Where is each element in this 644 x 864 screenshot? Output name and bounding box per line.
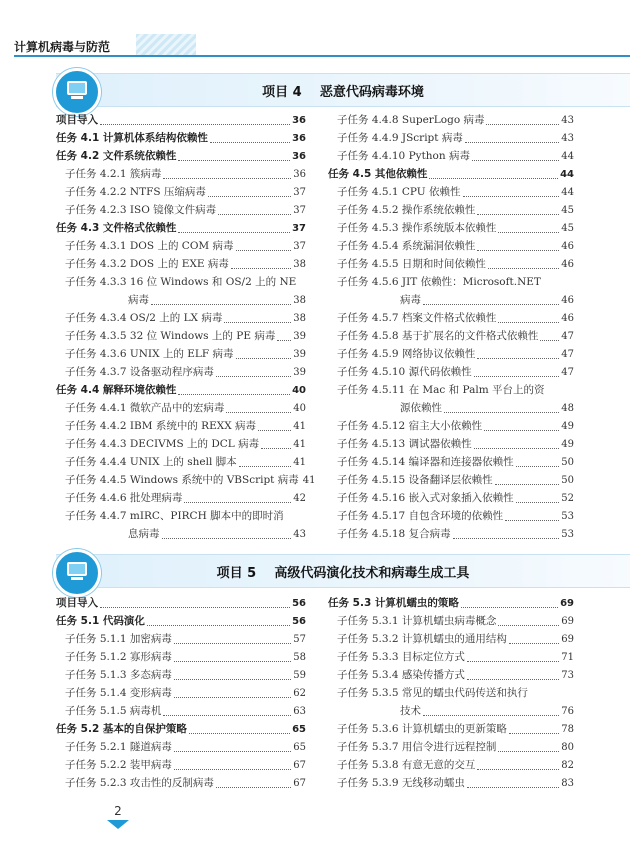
project4-toc-right: [328, 111, 574, 543]
toc-entry[interactable]: [328, 183, 574, 201]
toc-page-number: 50: [561, 475, 574, 486]
toc-leader-dots: [151, 294, 291, 305]
toc-entry[interactable]: [328, 489, 574, 507]
toc-leader-dots: [444, 402, 559, 413]
toc-leader-dots: [163, 705, 291, 716]
toc-page-number: 38: [293, 313, 306, 324]
toc-entry-title: 子任务 4.5.6 JIT 依赖性：Microsoft.NET: [337, 276, 541, 288]
toc-entry-title: 任务 5.1 代码演化: [56, 615, 145, 627]
toc-entry[interactable]: [328, 327, 574, 345]
toc-entry-title: 病毒: [128, 294, 149, 306]
toc-entry-title: 子任务 4.5.3 操作系统版本依赖性: [337, 222, 497, 234]
toc-leader-dots: [509, 723, 559, 734]
toc-leader-dots: [174, 651, 291, 662]
toc-page-number: 39: [293, 367, 306, 378]
toc-page-number: 78: [561, 724, 574, 735]
toc-entry-title: 项目导入: [56, 114, 98, 126]
toc-entry-title: 子任务 4.4.7 mIRC、PIRCH 脚本中的即时消: [65, 510, 284, 522]
toc-entry[interactable]: [56, 471, 316, 489]
toc-entry-title: 子任务 5.1.4 变形病毒: [65, 687, 172, 699]
toc-leader-dots: [216, 366, 291, 377]
toc-entry-title: 子任务 5.1.1 加密病毒: [65, 633, 172, 645]
toc-page-number: 40: [292, 385, 306, 396]
toc-leader-dots: [495, 474, 560, 485]
toc-entry-title: 任务 5.3 计算机蠕虫的策略: [328, 597, 459, 609]
toc-leader-dots: [174, 633, 291, 644]
toc-page-number: 37: [293, 205, 306, 216]
toc-entry[interactable]: [56, 291, 306, 309]
toc-entry[interactable]: [56, 525, 306, 543]
toc-page-number: 59: [293, 670, 306, 681]
toc-leader-dots: [498, 741, 559, 752]
toc-entry[interactable]: [56, 774, 306, 792]
toc-entry[interactable]: [328, 201, 574, 219]
toc-leader-dots: [239, 456, 292, 467]
toc-page-number: 47: [561, 349, 574, 360]
toc-page-number: 65: [293, 742, 306, 753]
toc-entry-title: 子任务 4.4.5 Windows 系统中的 VBScript 病毒: [65, 474, 299, 486]
toc-entry[interactable]: [328, 255, 574, 273]
toc-page-number: 49: [561, 421, 574, 432]
toc-leader-dots: [467, 777, 559, 788]
toc-page-number: 44: [561, 187, 574, 198]
toc-page-number: 45: [561, 205, 574, 216]
toc-page-number: 76: [561, 706, 574, 717]
toc-entry-title: 子任务 5.3.3 目标定位方式: [337, 651, 465, 663]
toc-entry[interactable]: [56, 756, 306, 774]
toc-entry-title: 子任务 4.5.1 CPU 依赖性: [337, 186, 461, 198]
toc-page-number: 52: [561, 493, 574, 504]
toc-entry-title: 子任务 5.3.2 计算机蠕虫的通用结构: [337, 633, 507, 645]
toc-leader-dots: [236, 348, 292, 359]
toc-leader-dots: [100, 114, 290, 125]
toc-entry-title: 子任务 4.4.9 JScript 病毒: [337, 132, 463, 144]
toc-leader-dots: [477, 348, 559, 359]
toc-entry-title: 任务 5.2 基本的自保护策略: [56, 723, 187, 735]
monitor-icon: [53, 68, 101, 116]
project5-title: 项目 5 高级代码演化技术和病毒生成工具: [216, 566, 470, 581]
toc-entry[interactable]: [328, 525, 574, 543]
toc-entry-title: 子任务 4.5.9 网络协议依赖性: [337, 348, 476, 360]
toc-page-number: 39: [293, 331, 306, 342]
toc-page-number: 43: [561, 133, 574, 144]
project4-title: 项目 4 恶意代码病毒环境: [262, 85, 424, 100]
project5-banner: [56, 554, 630, 588]
toc-section-entry[interactable]: [56, 111, 306, 129]
project4-banner: [56, 73, 630, 107]
toc-entry[interactable]: [56, 255, 306, 273]
toc-leader-dots: [484, 420, 559, 431]
toc-entry-title: 子任务 4.4.3 DECIVMS 上的 DCL 病毒: [65, 438, 260, 450]
toc-page-number: 46: [561, 295, 574, 306]
toc-entry-title: 子任务 4.3.6 UNIX 上的 ELF 病毒: [65, 348, 234, 360]
toc-entry[interactable]: [328, 111, 574, 129]
toc-entry[interactable]: [328, 345, 574, 363]
toc-entry-title: 子任务 4.5.18 复合病毒: [337, 528, 451, 540]
toc-page-number: 67: [293, 778, 306, 789]
toc-entry[interactable]: [328, 309, 574, 327]
toc-page-number: 56: [292, 598, 306, 609]
toc-page-number: 58: [293, 652, 306, 663]
toc-page-number: 41: [302, 475, 316, 486]
toc-leader-dots: [189, 723, 290, 734]
toc-leader-dots: [208, 186, 291, 197]
toc-leader-dots: [474, 366, 560, 377]
toc-entry[interactable]: [328, 756, 574, 774]
toc-page-number: 65: [292, 724, 306, 735]
toc-entry[interactable]: [328, 237, 574, 255]
toc-page-number: 69: [561, 616, 574, 627]
toc-entry-title: 子任务 5.3.5 常见的蠕虫代码传送和执行: [337, 687, 528, 699]
toc-leader-dots: [174, 741, 291, 752]
toc-leader-dots: [178, 150, 290, 161]
toc-entry-title: 子任务 4.5.16 嵌入式对象插入依赖性: [337, 492, 514, 504]
toc-entry[interactable]: [56, 684, 306, 702]
toc-leader-dots: [498, 222, 559, 233]
toc-leader-dots: [477, 759, 559, 770]
toc-entry-title: 息病毒: [128, 528, 160, 540]
toc-page-number: 45: [561, 223, 574, 234]
toc-page-number: 46: [561, 259, 574, 270]
toc-leader-dots: [231, 258, 291, 269]
toc-leader-dots: [218, 204, 291, 215]
toc-entry-title: 子任务 4.5.8 基于扩展名的文件格式依赖性: [337, 330, 539, 342]
toc-entry-title: 子任务 4.3.2 DOS 上的 EXE 病毒: [65, 258, 229, 270]
toc-page-number: 56: [292, 616, 306, 627]
toc-page-number: 37: [293, 241, 306, 252]
toc-entry-title: 子任务 4.5.12 宿主大小依赖性: [337, 420, 483, 432]
toc-page-number: 48: [561, 403, 574, 414]
toc-page-number: 53: [561, 511, 574, 522]
toc-page-number: 40: [293, 403, 306, 414]
toc-entry-title: 源依赖性: [400, 402, 442, 414]
toc-entry[interactable]: [328, 684, 574, 702]
toc-page-number: 71: [561, 652, 574, 663]
toc-section-entry[interactable]: [56, 129, 306, 147]
toc-entry-title: 子任务 5.1.2 寡形病毒: [65, 651, 172, 663]
toc-entry-title: 任务 4.1 计算机体系结构依赖性: [56, 132, 208, 144]
toc-leader-dots: [178, 222, 290, 233]
toc-page-number: 46: [561, 313, 574, 324]
toc-leader-dots: [505, 510, 559, 521]
toc-entry[interactable]: [328, 612, 574, 630]
toc-entry-title: 任务 4.3 文件格式依赖性: [56, 222, 177, 234]
toc-page-number: 50: [561, 457, 574, 468]
toc-entry[interactable]: [328, 363, 574, 381]
project4-toc-left: [56, 111, 316, 543]
toc-entry-title: 子任务 4.5.7 档案文件格式依赖性: [337, 312, 497, 324]
toc-entry-title: 子任务 4.4.6 批处理病毒: [65, 492, 183, 504]
toc-entry-title: 子任务 5.3.9 无线移动蠕虫: [337, 777, 465, 789]
toc-page-number: 46: [561, 241, 574, 252]
toc-page-number: 41: [293, 439, 306, 450]
toc-entry[interactable]: [56, 648, 306, 666]
toc-leader-dots: [258, 420, 291, 431]
toc-entry-title: 子任务 4.3.5 32 位 Windows 上的 PE 病毒: [65, 330, 276, 342]
toc-leader-dots: [429, 168, 558, 179]
toc-leader-dots: [509, 633, 559, 644]
toc-section-entry[interactable]: [328, 594, 574, 612]
toc-entry-title: 子任务 4.4.2 IBM 系统中的 REXX 病毒: [65, 420, 257, 432]
toc-entry[interactable]: [56, 738, 306, 756]
project5-toc-left: [56, 594, 306, 792]
toc-leader-dots: [488, 258, 559, 269]
toc-entry[interactable]: [328, 291, 574, 309]
toc-page-number: 36: [293, 169, 306, 180]
toc-entry[interactable]: [328, 702, 574, 720]
toc-entry[interactable]: [56, 345, 306, 363]
toc-page-number: 37: [293, 187, 306, 198]
toc-leader-dots: [236, 240, 292, 251]
toc-entry[interactable]: [56, 666, 306, 684]
toc-leader-dots: [100, 597, 290, 608]
book-title: 计算机病毒与防范: [14, 40, 111, 54]
toc-entry-title: 子任务 5.2.2 装甲病毒: [65, 759, 172, 771]
toc-leader-dots: [477, 204, 559, 215]
toc-entry[interactable]: [56, 435, 306, 453]
toc-leader-dots: [461, 597, 558, 608]
toc-entry-title: 子任务 4.3.1 DOS 上的 COM 病毒: [65, 240, 234, 252]
toc-entry-title: 子任务 4.5.5 日期和时间依赖性: [337, 258, 486, 270]
toc-section-entry[interactable]: [56, 720, 306, 738]
toc-leader-dots: [463, 186, 560, 197]
header-rule: [14, 55, 630, 57]
toc-entry-title: 子任务 4.3.4 OS/2 上的 LX 病毒: [65, 312, 223, 324]
toc-page-number: 63: [293, 706, 306, 717]
toc-entry-title: 子任务 4.3.7 设备驱动程序病毒: [65, 366, 214, 378]
toc-entry-title: 子任务 4.5.10 源代码依赖性: [337, 366, 472, 378]
toc-page-number: 49: [561, 439, 574, 450]
toc-page-number: 41: [293, 421, 306, 432]
toc-entry-title: 病毒: [400, 294, 421, 306]
toc-entry[interactable]: [56, 165, 306, 183]
toc-page-number: 44: [561, 151, 574, 162]
toc-entry-title: 子任务 5.3.7 用信令进行远程控制: [337, 741, 497, 753]
toc-entry[interactable]: [56, 489, 306, 507]
toc-page-number: 62: [293, 688, 306, 699]
toc-page-number: 36: [292, 115, 306, 126]
toc-entry-title: 任务 4.5 其他依赖性: [328, 168, 428, 180]
toc-entry-title: 子任务 4.5.17 自包含环境的依赖性: [337, 510, 504, 522]
toc-entry-title: 子任务 4.4.4 UNIX 上的 shell 脚本: [65, 456, 237, 468]
toc-leader-dots: [261, 438, 291, 449]
toc-section-entry[interactable]: [56, 612, 306, 630]
toc-entry[interactable]: [56, 273, 306, 291]
toc-leader-dots: [162, 528, 292, 539]
toc-entry-title: 子任务 4.2.1 簇病毒: [65, 168, 162, 180]
down-arrow-icon: [107, 820, 129, 829]
header-decoration: [136, 34, 196, 55]
toc-leader-dots: [174, 759, 291, 770]
toc-page-number: 36: [292, 151, 306, 162]
toc-entry-title: 子任务 4.5.14 编译器和连接器依赖性: [337, 456, 514, 468]
toc-page-number: 73: [561, 670, 574, 681]
toc-leader-dots: [178, 384, 290, 395]
toc-entry[interactable]: [328, 630, 574, 648]
toc-entry-title: 子任务 4.3.3 16 位 Windows 和 OS/2 上的 NE: [65, 276, 297, 288]
toc-section-entry[interactable]: [328, 165, 574, 183]
toc-section-entry[interactable]: [56, 147, 306, 165]
toc-entry[interactable]: [328, 381, 574, 399]
toc-entry-title: 子任务 4.4.10 Python 病毒: [337, 150, 470, 162]
toc-entry[interactable]: [56, 183, 306, 201]
toc-entry-title: 子任务 5.1.5 病毒机: [65, 705, 162, 717]
toc-entry-title: 子任务 5.3.4 感染传播方式: [337, 669, 465, 681]
toc-entry[interactable]: [56, 453, 306, 471]
toc-page-number: 82: [561, 760, 574, 771]
toc-entry[interactable]: [56, 237, 306, 255]
toc-leader-dots: [423, 294, 559, 305]
toc-entry[interactable]: [56, 702, 306, 720]
page-number: 2: [114, 804, 122, 818]
toc-section-entry[interactable]: [56, 381, 306, 399]
toc-entry-title: 任务 4.4 解释环境依赖性: [56, 384, 177, 396]
toc-page-number: 53: [561, 529, 574, 540]
toc-entry-title: 子任务 4.5.15 设备翻译层依赖性: [337, 474, 493, 486]
toc-entry[interactable]: [328, 147, 574, 165]
toc-leader-dots: [467, 651, 559, 662]
toc-page-number: 39: [293, 349, 306, 360]
page-header: [0, 0, 644, 66]
toc-entry[interactable]: [328, 720, 574, 738]
toc-entry[interactable]: [56, 507, 306, 525]
toc-leader-dots: [498, 615, 559, 626]
toc-entry[interactable]: [56, 363, 306, 381]
toc-page-number: 47: [561, 367, 574, 378]
toc-leader-dots: [498, 312, 559, 323]
toc-page-number: 69: [561, 634, 574, 645]
toc-entry[interactable]: [328, 129, 574, 147]
toc-leader-dots: [474, 438, 560, 449]
toc-leader-dots: [486, 114, 559, 125]
toc-leader-dots: [174, 669, 291, 680]
toc-page-number: 69: [560, 598, 574, 609]
toc-section-entry[interactable]: [56, 219, 306, 237]
toc-page-number: 41: [293, 457, 306, 468]
toc-leader-dots: [216, 777, 291, 788]
toc-entry[interactable]: [328, 219, 574, 237]
toc-entry-title: 子任务 4.2.2 NTFS 压缩病毒: [65, 186, 206, 198]
toc-leader-dots: [226, 402, 291, 413]
toc-entry[interactable]: [328, 774, 574, 792]
toc-entry[interactable]: [328, 738, 574, 756]
toc-entry[interactable]: [328, 471, 574, 489]
toc-leader-dots: [516, 492, 560, 503]
toc-entry[interactable]: [56, 201, 306, 219]
toc-leader-dots: [210, 132, 290, 143]
toc-entry-title: 子任务 4.5.13 调试器依赖性: [337, 438, 472, 450]
toc-entry-title: 子任务 5.3.1 计算机蠕虫病毒概念: [337, 615, 497, 627]
toc-leader-dots: [224, 312, 291, 323]
toc-leader-dots: [174, 687, 291, 698]
toc-entry-title: 任务 4.2 文件系统依赖性: [56, 150, 177, 162]
toc-entry[interactable]: [56, 630, 306, 648]
toc-page-number: 44: [560, 169, 574, 180]
toc-entry[interactable]: [56, 417, 306, 435]
toc-entry[interactable]: [328, 507, 574, 525]
toc-page-number: 43: [561, 115, 574, 126]
toc-entry[interactable]: [56, 399, 306, 417]
toc-page-number: 38: [293, 259, 306, 270]
toc-page-number: 42: [293, 493, 306, 504]
toc-entry[interactable]: [56, 327, 306, 345]
toc-leader-dots: [277, 330, 291, 341]
toc-page-number: 80: [561, 742, 574, 753]
toc-entry[interactable]: [328, 399, 574, 417]
toc-page-number: 57: [293, 634, 306, 645]
toc-leader-dots: [423, 705, 559, 716]
toc-entry[interactable]: [328, 417, 574, 435]
toc-entry-title: 子任务 5.3.8 有意无意的交互: [337, 759, 476, 771]
toc-entry-title: 子任务 5.2.3 攻击性的反制病毒: [65, 777, 214, 789]
toc-page-number: 67: [293, 760, 306, 771]
toc-entry[interactable]: [328, 648, 574, 666]
toc-entry-title: 技术: [400, 705, 421, 717]
toc-entry-title: 子任务 4.5.11 在 Mac 和 Palm 平台上的资: [337, 384, 545, 396]
toc-entry-title: 子任务 4.4.1 微软产品中的宏病毒: [65, 402, 225, 414]
toc-entry[interactable]: [56, 309, 306, 327]
toc-leader-dots: [147, 615, 290, 626]
toc-entry[interactable]: [328, 435, 574, 453]
toc-leader-dots: [184, 492, 291, 503]
toc-leader-dots: [465, 132, 559, 143]
toc-leader-dots: [516, 456, 560, 467]
toc-leader-dots: [453, 528, 560, 539]
toc-section-entry[interactable]: [56, 594, 306, 612]
toc-entry-title: 子任务 4.5.4 系统漏洞依赖性: [337, 240, 476, 252]
toc-leader-dots: [163, 168, 291, 179]
toc-page-number: 38: [293, 295, 306, 306]
toc-page-number: 43: [293, 529, 306, 540]
monitor-icon: [53, 549, 101, 597]
toc-entry[interactable]: [328, 666, 574, 684]
toc-entry-title: 子任务 5.2.1 隧道病毒: [65, 741, 172, 753]
toc-entry[interactable]: [328, 453, 574, 471]
toc-entry-title: 子任务 4.4.8 SuperLogo 病毒: [337, 114, 485, 126]
toc-entry-title: 子任务 4.5.2 操作系统依赖性: [337, 204, 476, 216]
toc-entry-title: 子任务 5.3.6 计算机蠕虫的更新策略: [337, 723, 507, 735]
toc-leader-dots: [472, 150, 559, 161]
toc-page-number: 83: [561, 778, 574, 789]
project5-toc-right: [328, 594, 574, 792]
toc-leader-dots: [467, 669, 559, 680]
toc-page-number: 37: [292, 223, 306, 234]
toc-entry[interactable]: [328, 273, 574, 291]
toc-entry-title: 项目导入: [56, 597, 98, 609]
toc-page-number: 36: [292, 133, 306, 144]
toc-leader-dots: [477, 240, 559, 251]
toc-entry-title: 子任务 4.2.3 ISO 镜像文件病毒: [65, 204, 217, 216]
toc-page-number: 47: [561, 331, 574, 342]
toc-leader-dots: [540, 330, 559, 341]
toc-entry-title: 子任务 5.1.3 多态病毒: [65, 669, 172, 681]
